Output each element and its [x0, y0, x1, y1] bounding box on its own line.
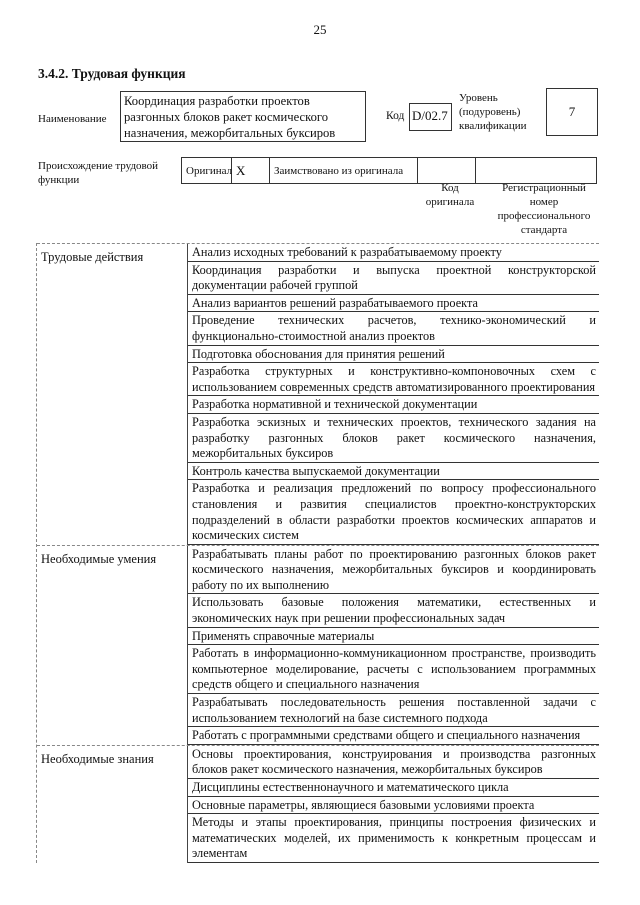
section-items	[187, 244, 599, 545]
table-row: Использовать базовые положения математики, естественных и экономических наук при решении профессиональных задач	[188, 594, 599, 627]
table-row: Дисциплины естественнонаучного и математического цикла	[188, 779, 599, 797]
table-row: Методы и этапы проектирования, принципы построения физических и математических моделей, их применимость к конкретным процессам и элементам	[188, 814, 599, 863]
functions-table	[36, 243, 599, 863]
level-label: Уровень (подуровень) квалификации	[459, 92, 527, 132]
code-label: Код	[386, 110, 405, 122]
table-row: Контроль качества выпускаемой документации	[188, 463, 599, 481]
table-row: Анализ исходных требований к разрабатываемому проекту	[188, 244, 599, 262]
table-row: Разработка структурных и конструктивно-компоновочных схем с использованием современных средств автоматизированного проектирования	[188, 363, 599, 396]
name-label: Наименование	[38, 113, 107, 125]
table-row: Основы проектирования, конструирования и производства разгонных блоков ракет космического назначения, межорбитальных буксиров	[188, 746, 599, 779]
level-box: 7	[546, 88, 598, 136]
section-category: Необходимые знания	[41, 751, 154, 766]
table-section	[37, 545, 599, 745]
table-row: Разработка и реализация предложений по вопросу профессионального становления и развития специалистов проектно-конструкторских подразделений в области разработки проектов космических аппаратов и космических систем	[188, 480, 599, 544]
section-items	[187, 546, 599, 745]
original-label-cell: Оригинал	[181, 157, 232, 184]
function-name-box: Координация разработки проектов разгонных блоков ракет космического назначения, межорбитальных буксиров	[120, 91, 366, 142]
table-row: Разрабатывать последовательность решения поставленной задачи с использованием технологий на базе системного подхода	[188, 694, 599, 727]
table-row: Работать с программными средствами общего и специального назначения	[188, 727, 599, 745]
table-row: Применять справочные материалы	[188, 628, 599, 646]
page-number: 25	[313, 22, 327, 37]
origin-label: Происхождение трудовой функции	[38, 160, 159, 186]
section-items	[187, 746, 599, 863]
original-code-cell	[418, 157, 476, 184]
reg-number-caption: Регистрационный номер профессионального стандарта	[497, 182, 591, 236]
borrowed-label-cell: Заимствовано из оригинала	[270, 157, 418, 184]
table-row: Разрабатывать планы работ по проектированию разгонных блоков ракет космического назначения, межорбитальных буксиров и координировать работу по их выполнению	[188, 546, 599, 595]
original-code-caption: Код оригинала	[425, 182, 475, 208]
section-category: Необходимые умения	[41, 551, 157, 566]
table-row: Работать в информационно-коммуникационном пространстве, производить компьютерное моделирование, расчеты с использованием программных средств общего и специального назначения	[188, 645, 599, 694]
table-row: Подготовка обоснования для принятия решений	[188, 346, 599, 364]
section-category: Трудовые действия	[41, 250, 144, 264]
table-section	[37, 243, 599, 545]
section-title: 3.4.2. Трудовая функция	[38, 66, 186, 81]
table-row: Разработка эскизных и технических проектов, технического задания на разработку разгонных блоков ракет космического назначения, межорбитальных буксиров	[188, 414, 599, 463]
table-row: Анализ вариантов решений разрабатываемого проекта	[188, 295, 599, 313]
code-box: D/02.7	[409, 103, 452, 131]
origin-row	[181, 157, 597, 184]
table-row: Разработка нормативной и технической документации	[188, 396, 599, 414]
table-row: Основные параметры, являющиеся базовыми условиями проекта	[188, 797, 599, 815]
original-mark-cell: X	[232, 157, 270, 184]
reg-number-cell	[476, 157, 597, 184]
table-row: Проведение технических расчетов, технико-экономический и функционально-стоимостной анализ проектов	[188, 312, 599, 345]
table-row: Координация разработки и выпуска проектной конструкторской документации рабочей группой	[188, 262, 599, 295]
table-section	[37, 745, 599, 863]
